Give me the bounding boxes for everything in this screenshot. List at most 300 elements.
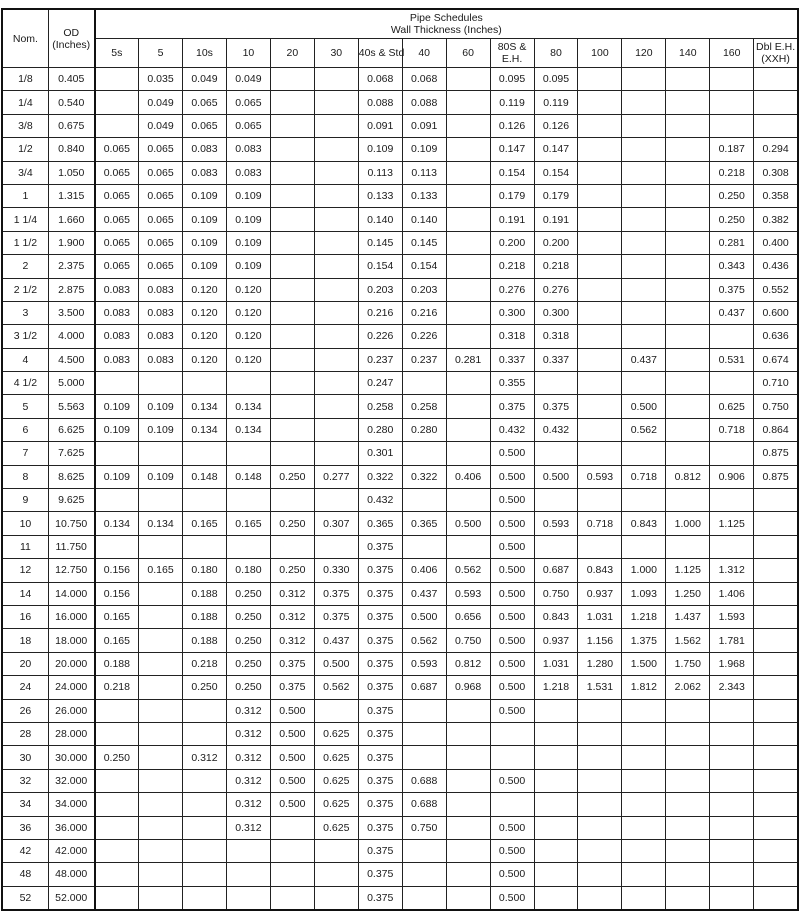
schedule-header-line1: 120 <box>635 47 653 59</box>
wall-thickness-cell: 0.375 <box>710 278 754 301</box>
wall-thickness-cell: 0.156 <box>95 582 139 605</box>
outside-diameter-cell: 2.375 <box>48 255 94 278</box>
wall-thickness-cell: 0.432 <box>490 418 534 441</box>
wall-thickness-cell <box>95 489 139 512</box>
wall-thickness-cell: 0.593 <box>446 582 490 605</box>
nom-header-label: Nom. <box>12 32 38 45</box>
wall-thickness-cell <box>710 886 754 910</box>
wall-thickness-cell <box>446 863 490 886</box>
wall-thickness-cell <box>139 769 183 792</box>
wall-thickness-cell: 0.812 <box>446 652 490 675</box>
schedule-header <box>139 39 183 68</box>
nominal-size-cell: 1 1/2 <box>2 231 48 254</box>
wall-thickness-cell <box>446 91 490 114</box>
wall-thickness-cell <box>270 816 314 839</box>
wall-thickness-cell <box>666 722 710 745</box>
wall-thickness-cell <box>578 442 622 465</box>
wall-thickness-cell: 0.049 <box>139 91 183 114</box>
schedule-header-line1: Dbl E.H. <box>756 41 796 53</box>
wall-thickness-cell: 0.218 <box>95 676 139 699</box>
schedule-header-line1: 80S & <box>497 41 527 53</box>
wall-thickness-cell: 0.625 <box>314 816 358 839</box>
wall-thickness-cell: 0.312 <box>226 769 270 792</box>
wall-thickness-cell: 0.750 <box>402 816 446 839</box>
wall-thickness-cell <box>446 114 490 137</box>
outside-diameter-cell: 16.000 <box>48 605 94 628</box>
wall-thickness-cell <box>270 839 314 862</box>
wall-thickness-cell <box>666 161 710 184</box>
wall-thickness-cell <box>578 138 622 161</box>
wall-thickness-cell <box>710 722 754 745</box>
wall-thickness-cell: 1.531 <box>578 676 622 699</box>
wall-thickness-cell: 0.187 <box>710 138 754 161</box>
wall-thickness-cell <box>666 372 710 395</box>
outside-diameter-cell: 14.000 <box>48 582 94 605</box>
wall-thickness-cell: 0.065 <box>226 114 270 137</box>
wall-thickness-cell: 0.065 <box>183 114 227 137</box>
wall-thickness-cell <box>710 769 754 792</box>
wall-thickness-cell <box>270 442 314 465</box>
wall-thickness-cell: 0.750 <box>446 629 490 652</box>
outside-diameter-cell: 8.625 <box>48 465 94 488</box>
nominal-size-cell: 3/8 <box>2 114 48 137</box>
wall-thickness-cell <box>95 793 139 816</box>
wall-thickness-cell: 0.088 <box>358 91 402 114</box>
wall-thickness-cell <box>139 746 183 769</box>
wall-thickness-cell: 0.188 <box>183 582 227 605</box>
wall-thickness-cell <box>490 722 534 745</box>
table-row <box>2 629 798 652</box>
wall-thickness-cell <box>314 886 358 910</box>
wall-thickness-cell <box>710 442 754 465</box>
table-row <box>2 231 798 254</box>
wall-thickness-cell: 0.188 <box>95 652 139 675</box>
table-row <box>2 699 798 722</box>
wall-thickness-cell: 1.280 <box>578 652 622 675</box>
wall-thickness-cell <box>754 699 798 722</box>
wall-thickness-cell: 0.312 <box>270 605 314 628</box>
wall-thickness-cell: 0.068 <box>402 68 446 91</box>
wall-thickness-cell <box>446 418 490 441</box>
wall-thickness-cell <box>534 699 578 722</box>
wall-thickness-cell <box>314 418 358 441</box>
wall-thickness-cell: 0.065 <box>183 91 227 114</box>
wall-thickness-cell: 0.500 <box>314 652 358 675</box>
wall-thickness-cell <box>402 863 446 886</box>
wall-thickness-cell: 0.375 <box>358 582 402 605</box>
wall-thickness-cell: 0.120 <box>226 278 270 301</box>
wall-thickness-cell <box>314 208 358 231</box>
wall-thickness-cell: 0.437 <box>622 348 666 371</box>
wall-thickness-cell: 0.281 <box>446 348 490 371</box>
wall-thickness-cell <box>622 208 666 231</box>
wall-thickness-cell <box>710 699 754 722</box>
wall-thickness-cell: 0.674 <box>754 348 798 371</box>
outside-diameter-cell: 3.500 <box>48 301 94 324</box>
wall-thickness-cell: 1.125 <box>710 512 754 535</box>
wall-thickness-cell: 2.343 <box>710 676 754 699</box>
table-row <box>2 301 798 324</box>
wall-thickness-cell: 1.781 <box>710 629 754 652</box>
outside-diameter-cell: 0.675 <box>48 114 94 137</box>
wall-thickness-cell <box>314 278 358 301</box>
wall-thickness-cell: 0.250 <box>226 605 270 628</box>
wall-thickness-cell <box>95 442 139 465</box>
wall-thickness-cell <box>754 68 798 91</box>
wall-thickness-cell <box>622 535 666 558</box>
wall-thickness-cell: 0.179 <box>490 184 534 207</box>
wall-thickness-cell <box>183 442 227 465</box>
wall-thickness-cell <box>314 489 358 512</box>
nominal-size-cell: 2 1/2 <box>2 278 48 301</box>
wall-thickness-cell <box>95 535 139 558</box>
wall-thickness-cell <box>666 418 710 441</box>
wall-thickness-cell <box>578 489 622 512</box>
outside-diameter-cell: 32.000 <box>48 769 94 792</box>
wall-thickness-cell <box>226 372 270 395</box>
wall-thickness-cell: 0.109 <box>226 184 270 207</box>
schedule-header-line1: 40 <box>418 47 430 59</box>
wall-thickness-cell: 0.218 <box>490 255 534 278</box>
outside-diameter-cell: 1.050 <box>48 161 94 184</box>
wall-thickness-cell: 0.500 <box>490 489 534 512</box>
wall-thickness-cell <box>139 372 183 395</box>
wall-thickness-cell <box>754 114 798 137</box>
od-header <box>48 9 94 68</box>
wall-thickness-cell <box>622 372 666 395</box>
wall-thickness-cell <box>314 325 358 348</box>
nominal-size-cell: 48 <box>2 863 48 886</box>
table-row <box>2 161 798 184</box>
wall-thickness-cell: 0.500 <box>490 465 534 488</box>
wall-thickness-cell <box>666 91 710 114</box>
schedule-header-line1: 30 <box>330 47 343 59</box>
wall-thickness-cell <box>183 489 227 512</box>
wall-thickness-cell <box>578 114 622 137</box>
schedule-header <box>226 39 270 68</box>
wall-thickness-cell <box>139 676 183 699</box>
wall-thickness-cell: 0.688 <box>402 793 446 816</box>
wall-thickness-cell: 0.365 <box>402 512 446 535</box>
outside-diameter-cell: 10.750 <box>48 512 94 535</box>
wall-thickness-cell <box>754 816 798 839</box>
wall-thickness-cell <box>95 68 139 91</box>
od-header-line2: (Inches) <box>52 38 91 51</box>
wall-thickness-cell: 0.109 <box>226 255 270 278</box>
wall-thickness-cell: 0.250 <box>226 676 270 699</box>
schedule-header <box>622 39 666 68</box>
wall-thickness-cell: 0.281 <box>710 231 754 254</box>
schedule-header <box>183 39 227 68</box>
wall-thickness-cell: 0.358 <box>754 184 798 207</box>
wall-thickness-cell <box>578 535 622 558</box>
wall-thickness-cell <box>578 301 622 324</box>
outside-diameter-cell: 1.660 <box>48 208 94 231</box>
wall-thickness-cell: 0.250 <box>226 629 270 652</box>
wall-thickness-cell <box>270 372 314 395</box>
wall-thickness-cell: 0.126 <box>490 114 534 137</box>
wall-thickness-cell: 0.500 <box>270 769 314 792</box>
group-title-line2: Wall Thickness (Inches) <box>390 24 502 36</box>
nominal-size-cell: 52 <box>2 886 48 910</box>
wall-thickness-cell <box>314 535 358 558</box>
wall-thickness-cell: 1.375 <box>622 629 666 652</box>
wall-thickness-cell: 0.636 <box>754 325 798 348</box>
nominal-size-cell: 9 <box>2 489 48 512</box>
outside-diameter-cell: 24.000 <box>48 676 94 699</box>
wall-thickness-cell: 0.109 <box>183 208 227 231</box>
wall-thickness-cell: 0.687 <box>534 559 578 582</box>
schedule-header-line1: 40s & Std <box>358 47 405 59</box>
wall-thickness-cell <box>314 161 358 184</box>
wall-thickness-cell <box>226 863 270 886</box>
wall-thickness-cell <box>754 512 798 535</box>
wall-thickness-cell <box>534 816 578 839</box>
wall-thickness-cell <box>666 255 710 278</box>
table-row <box>2 91 798 114</box>
wall-thickness-cell <box>666 746 710 769</box>
wall-thickness-cell: 0.312 <box>270 629 314 652</box>
schedule-header <box>754 39 798 68</box>
wall-thickness-cell <box>622 161 666 184</box>
wall-thickness-cell <box>622 886 666 910</box>
wall-thickness-cell <box>710 489 754 512</box>
wall-thickness-cell: 0.301 <box>358 442 402 465</box>
wall-thickness-cell: 0.148 <box>183 465 227 488</box>
wall-thickness-cell: 0.625 <box>314 793 358 816</box>
wall-thickness-cell <box>270 535 314 558</box>
wall-thickness-cell: 0.277 <box>314 465 358 488</box>
wall-thickness-cell: 1.312 <box>710 559 754 582</box>
wall-thickness-cell: 0.083 <box>95 301 139 324</box>
schedule-header <box>446 39 490 68</box>
wall-thickness-cell: 0.688 <box>402 769 446 792</box>
wall-thickness-cell: 0.500 <box>490 582 534 605</box>
wall-thickness-cell <box>578 839 622 862</box>
wall-thickness-cell <box>534 839 578 862</box>
wall-thickness-cell: 0.120 <box>226 301 270 324</box>
wall-thickness-cell <box>666 793 710 816</box>
wall-thickness-cell: 0.154 <box>490 161 534 184</box>
wall-thickness-cell: 0.113 <box>402 161 446 184</box>
wall-thickness-cell <box>666 769 710 792</box>
wall-thickness-cell: 0.165 <box>95 629 139 652</box>
wall-thickness-cell <box>534 489 578 512</box>
wall-thickness-cell <box>402 442 446 465</box>
wall-thickness-cell <box>402 535 446 558</box>
wall-thickness-cell <box>754 793 798 816</box>
nom-header <box>2 9 48 68</box>
wall-thickness-cell: 0.406 <box>402 559 446 582</box>
wall-thickness-cell <box>754 769 798 792</box>
wall-thickness-cell <box>402 839 446 862</box>
wall-thickness-cell <box>534 722 578 745</box>
wall-thickness-cell: 0.083 <box>183 161 227 184</box>
wall-thickness-cell <box>183 793 227 816</box>
wall-thickness-cell: 0.109 <box>226 231 270 254</box>
wall-thickness-cell: 0.258 <box>402 395 446 418</box>
wall-thickness-cell <box>402 722 446 745</box>
wall-thickness-cell <box>270 231 314 254</box>
wall-thickness-cell <box>710 535 754 558</box>
wall-thickness-cell: 0.318 <box>490 325 534 348</box>
wall-thickness-cell: 0.134 <box>183 395 227 418</box>
table-row <box>2 68 798 91</box>
nominal-size-cell: 24 <box>2 676 48 699</box>
wall-thickness-cell: 0.375 <box>314 582 358 605</box>
table-row <box>2 886 798 910</box>
outside-diameter-cell: 0.405 <box>48 68 94 91</box>
wall-thickness-cell <box>622 863 666 886</box>
nominal-size-cell: 4 <box>2 348 48 371</box>
nominal-size-cell: 26 <box>2 699 48 722</box>
nominal-size-cell: 36 <box>2 816 48 839</box>
outside-diameter-cell: 1.315 <box>48 184 94 207</box>
wall-thickness-cell: 1.031 <box>534 652 578 675</box>
wall-thickness-cell: 0.843 <box>578 559 622 582</box>
table-row <box>2 465 798 488</box>
table-row <box>2 372 798 395</box>
wall-thickness-cell: 0.049 <box>226 68 270 91</box>
wall-thickness-cell: 0.109 <box>139 395 183 418</box>
wall-thickness-cell <box>754 722 798 745</box>
wall-thickness-cell <box>270 161 314 184</box>
wall-thickness-cell: 0.095 <box>534 68 578 91</box>
wall-thickness-cell <box>534 793 578 816</box>
wall-thickness-cell: 0.312 <box>226 699 270 722</box>
wall-thickness-cell: 0.437 <box>402 582 446 605</box>
table-row <box>2 605 798 628</box>
wall-thickness-cell <box>578 68 622 91</box>
wall-thickness-cell: 0.375 <box>358 769 402 792</box>
wall-thickness-cell: 0.593 <box>534 512 578 535</box>
schedule-header-line2: (XXH) <box>761 53 790 65</box>
outside-diameter-cell: 4.000 <box>48 325 94 348</box>
wall-thickness-cell <box>226 839 270 862</box>
wall-thickness-cell: 0.322 <box>402 465 446 488</box>
wall-thickness-cell <box>314 68 358 91</box>
wall-thickness-cell <box>666 863 710 886</box>
wall-thickness-cell <box>754 863 798 886</box>
wall-thickness-cell: 0.375 <box>358 816 402 839</box>
table-row <box>2 489 798 512</box>
wall-thickness-cell <box>446 138 490 161</box>
outside-diameter-cell: 0.840 <box>48 138 94 161</box>
nominal-size-cell: 32 <box>2 769 48 792</box>
wall-thickness-cell: 0.500 <box>490 699 534 722</box>
wall-thickness-cell: 0.312 <box>270 582 314 605</box>
wall-thickness-cell: 0.750 <box>754 395 798 418</box>
wall-thickness-cell <box>710 816 754 839</box>
wall-thickness-cell: 0.109 <box>183 231 227 254</box>
wall-thickness-cell: 0.203 <box>358 278 402 301</box>
wall-thickness-cell: 0.134 <box>95 512 139 535</box>
wall-thickness-cell <box>314 395 358 418</box>
wall-thickness-cell: 0.216 <box>358 301 402 324</box>
table-row <box>2 816 798 839</box>
wall-thickness-cell <box>95 839 139 862</box>
wall-thickness-cell: 0.375 <box>358 676 402 699</box>
wall-thickness-cell: 0.218 <box>710 161 754 184</box>
wall-thickness-cell: 0.216 <box>402 301 446 324</box>
wall-thickness-cell: 0.091 <box>358 114 402 137</box>
wall-thickness-cell <box>710 325 754 348</box>
outside-diameter-cell: 30.000 <box>48 746 94 769</box>
wall-thickness-cell <box>446 325 490 348</box>
wall-thickness-cell <box>446 839 490 862</box>
schedule-header-line1: 100 <box>591 47 609 59</box>
outside-diameter-cell: 12.750 <box>48 559 94 582</box>
wall-thickness-cell: 0.718 <box>622 465 666 488</box>
wall-thickness-cell <box>666 886 710 910</box>
wall-thickness-cell <box>183 839 227 862</box>
wall-thickness-cell: 0.120 <box>226 325 270 348</box>
wall-thickness-cell: 0.148 <box>226 465 270 488</box>
wall-thickness-cell <box>446 886 490 910</box>
wall-thickness-cell <box>270 489 314 512</box>
wall-thickness-cell: 0.375 <box>534 395 578 418</box>
wall-thickness-cell <box>666 535 710 558</box>
wall-thickness-cell: 0.226 <box>358 325 402 348</box>
nominal-size-cell: 6 <box>2 418 48 441</box>
wall-thickness-cell <box>754 582 798 605</box>
header-row-schedules <box>2 39 798 68</box>
wall-thickness-cell <box>578 418 622 441</box>
wall-thickness-cell <box>270 255 314 278</box>
wall-thickness-cell: 0.500 <box>490 816 534 839</box>
wall-thickness-cell <box>578 769 622 792</box>
wall-thickness-cell: 0.250 <box>710 184 754 207</box>
wall-thickness-cell: 0.375 <box>358 839 402 862</box>
wall-thickness-cell <box>578 325 622 348</box>
wall-thickness-cell: 0.400 <box>754 231 798 254</box>
wall-thickness-cell: 0.083 <box>95 325 139 348</box>
wall-thickness-cell: 0.203 <box>402 278 446 301</box>
wall-thickness-cell: 0.322 <box>358 465 402 488</box>
wall-thickness-cell <box>446 161 490 184</box>
wall-thickness-cell: 0.049 <box>139 114 183 137</box>
wall-thickness-cell: 1.000 <box>622 559 666 582</box>
nominal-size-cell: 7 <box>2 442 48 465</box>
schedule-header <box>270 39 314 68</box>
wall-thickness-cell: 0.133 <box>358 184 402 207</box>
wall-thickness-cell <box>314 138 358 161</box>
wall-thickness-cell: 1.812 <box>622 676 666 699</box>
wall-thickness-cell: 0.812 <box>666 465 710 488</box>
table-row <box>2 325 798 348</box>
wall-thickness-cell <box>666 278 710 301</box>
wall-thickness-cell: 0.226 <box>402 325 446 348</box>
table-row <box>2 559 798 582</box>
wall-thickness-cell <box>183 816 227 839</box>
wall-thickness-cell <box>622 699 666 722</box>
wall-thickness-cell: 0.109 <box>183 255 227 278</box>
wall-thickness-cell: 0.382 <box>754 208 798 231</box>
wall-thickness-cell <box>754 652 798 675</box>
table-row <box>2 793 798 816</box>
table-row <box>2 676 798 699</box>
outside-diameter-cell: 28.000 <box>48 722 94 745</box>
wall-thickness-cell <box>446 793 490 816</box>
wall-thickness-cell: 0.307 <box>314 512 358 535</box>
wall-thickness-cell: 0.656 <box>446 605 490 628</box>
wall-thickness-cell <box>666 114 710 137</box>
wall-thickness-cell: 0.593 <box>402 652 446 675</box>
wall-thickness-cell: 0.718 <box>578 512 622 535</box>
nominal-size-cell: 5 <box>2 395 48 418</box>
wall-thickness-cell <box>578 886 622 910</box>
od-header-line1: OD <box>63 26 80 39</box>
